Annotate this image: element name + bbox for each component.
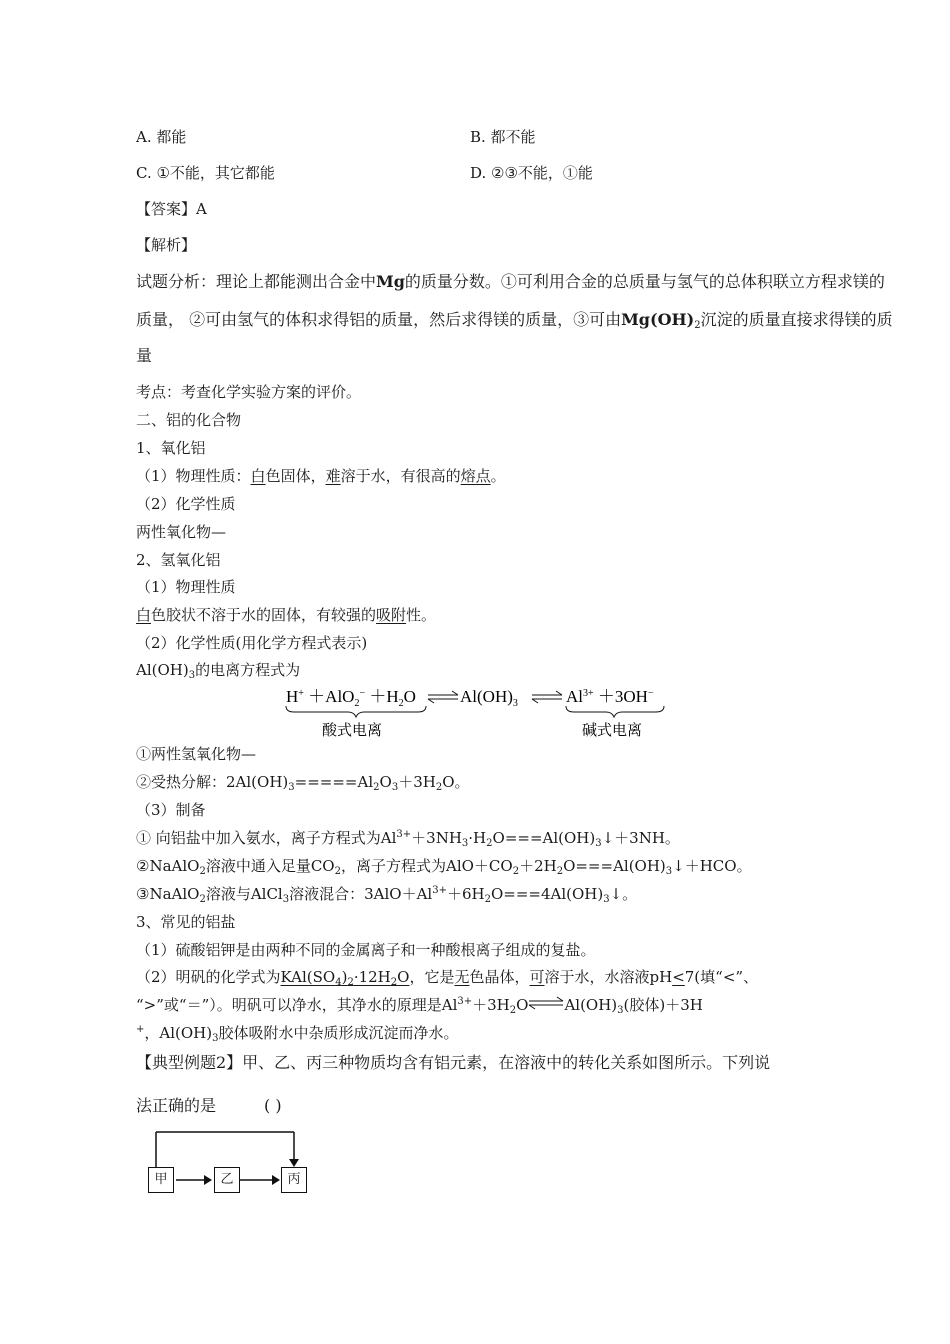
- option-b: B. 都不能: [470, 128, 536, 146]
- analysis-line-2: 质量， ②可由氢气的体积求得铝的质量，然后求得镁的质量，③可由$Mg(OH)_2$沉淀的质量直接求得镁的质: [136, 310, 893, 331]
- ionization-equation: [282, 684, 682, 742]
- option-d: D. ②③不能，①能: [470, 164, 593, 182]
- example-line-2: 法正确的是 ( ): [136, 1096, 282, 1115]
- node-yi: 乙: [214, 1167, 240, 1193]
- hydroxide-physical: （1）物理性质: [136, 578, 236, 596]
- alumina-physical: （1）物理性质：白色固体，难溶于水，有很高的熔点。: [136, 467, 506, 485]
- salts-line-1: （1）硫酸铝钾是由两种不同的金属离子和一种酸根离子组成的复盐。: [136, 941, 596, 959]
- alumina-chemical: （2）化学性质: [136, 495, 236, 513]
- answer-blank: ( ): [264, 1096, 282, 1115]
- hydroxide-title: 2、氢氧化铝: [136, 551, 221, 569]
- hydroxide-chemical: （2）化学性质(用化学方程式表示): [136, 634, 368, 652]
- analysis-line-3: 量: [136, 346, 153, 365]
- label-base-ionization: 碱式电离: [582, 723, 643, 739]
- equation-left: $H^+ +AlO_2^- +H_2O$: [286, 687, 416, 709]
- preparation-2: ②NaAlO$_2$溶液中通入足量$CO_2$，离子方程式为$AlO+CO_2+2H_2O===Al(OH)_3↓+HCO$。: [136, 857, 752, 877]
- thermal-decomposition: ②受热分解：$2Al(OH)_3=====Al_2O_3+3H_2O$。: [136, 773, 470, 793]
- equation-middle: $Al(OH)_3$: [460, 687, 518, 709]
- alumina-amphoteric: 两性氧化物—: [136, 523, 227, 541]
- salts-line-2: （2）明矾的化学式为$KAl(SO_4)_2\cdot 12H_2O$，它是无色晶体，可溶于水，水溶液pH<7(填“<”、: [136, 968, 759, 988]
- node-bing: 丙: [281, 1167, 307, 1193]
- equation-right: $Al^{3+} +3OH^-$: [566, 687, 654, 706]
- answer: 【答案】A: [136, 200, 207, 218]
- preparation-1: ① 向铝盐中加入氨水，离子方程式为$Al^{3+}+3NH_3\cdot H_2O===Al(OH)_3↓+3NH$。: [136, 829, 680, 849]
- option-c: C. ①不能，其它都能: [136, 164, 275, 182]
- conversion-diagram: [144, 1126, 324, 1198]
- equilibrium-arrow-1: [428, 691, 458, 703]
- example-line-1: 【典型例题2】甲、乙、丙三种物质均含有铝元素，在溶液中的转化关系如图所示。下列说: [136, 1053, 771, 1072]
- preparation-3: ③NaAlO$_2$溶液与AlCl$_3$溶液混合：$3AlO+Al^{3+}+6H_2O===4Al(OH)_3↓$。: [136, 885, 638, 905]
- salts-title: 3、常见的铝盐: [136, 913, 236, 931]
- label-acid-ionization: 酸式电离: [322, 723, 383, 739]
- kaodian: 考点：考查化学实验方案的评价。: [136, 383, 362, 401]
- analysis-heading: 【解析】: [136, 236, 197, 254]
- alumina-title: 1、氧化铝: [136, 439, 206, 457]
- salts-line-4: +，$Al(OH)_3$胶体吸附水中杂质形成沉淀而净水。: [136, 1024, 459, 1044]
- equilibrium-arrow-2: [532, 691, 562, 703]
- equilibrium-arrow-3: [528, 996, 564, 1010]
- ionization-intro: $Al(OH)_3$的电离方程式为: [136, 661, 301, 681]
- section-heading: 二、铝的化合物: [136, 411, 242, 429]
- brace-right: [566, 706, 664, 717]
- option-a: A. 都能: [136, 128, 187, 146]
- analysis-line-1: 试题分析：理论上都能测出合金中Mg的质量分数。①可利用合金的总质量与氢气的总体积联立方程求镁的: [136, 272, 885, 291]
- hydroxide-desc: 白色胶状不溶于水的固体，有较强的吸附性。: [136, 606, 437, 624]
- salts-line-3: “>”或“＝”）。明矾可以净水，其净水的原理是$Al^{3+}+3H_2O$ $Al(OH)_3$(胶体)＋3H: [136, 996, 703, 1016]
- node-jia: 甲: [148, 1167, 174, 1193]
- preparation-heading: （3）制备: [136, 801, 206, 819]
- hydroxide-amphoteric: ①两性氢氧化物—: [136, 745, 257, 763]
